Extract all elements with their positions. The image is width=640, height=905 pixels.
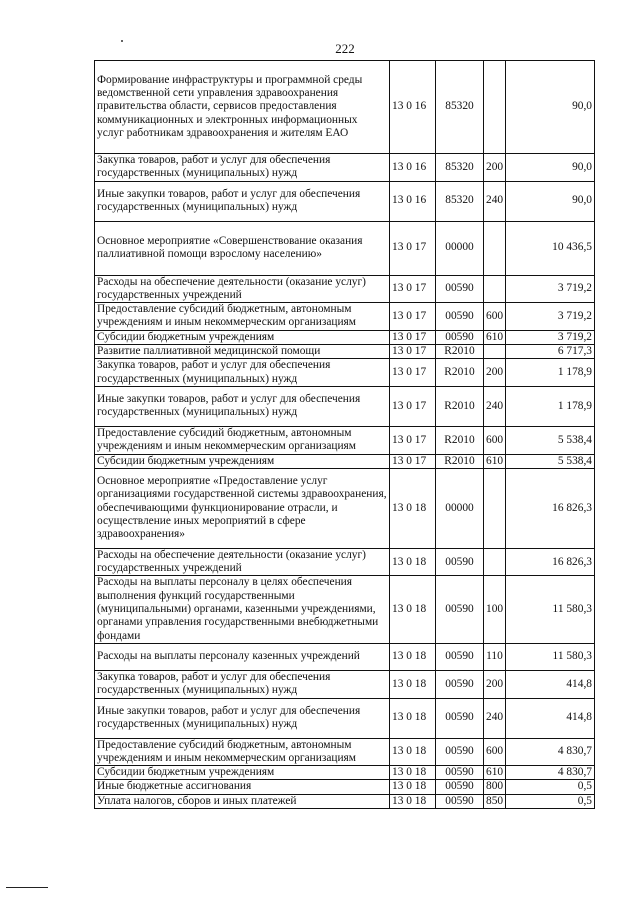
row-expense-type: 600 [484,303,506,331]
row-expense-type [484,221,506,275]
row-name: Расходы на выплаты персоналу казенных учреждений [95,643,390,670]
row-expense-type: 600 [484,738,506,766]
table-row [95,181,595,221]
row-amount: 6 717,3 [506,345,595,359]
row-program-code: 13 0 16 [390,61,436,154]
row-amount: 414,8 [506,698,595,738]
row-name: Закупка товаров, работ и услуг для обеспечения государственных (муниципальных) нужд [95,359,390,387]
row-direction-code: R2010 [436,345,484,359]
row-expense-type: 200 [484,154,506,182]
row-program-code: 13 0 18 [390,576,436,643]
table-row [95,548,595,576]
row-program-code: 13 0 17 [390,303,436,331]
row-amount: 414,8 [506,670,595,698]
row-amount: 16 826,3 [506,548,595,576]
row-expense-type: 800 [484,780,506,794]
row-amount: 90,0 [506,181,595,221]
row-name: Развитие паллиативной медицинской помощи [95,345,390,359]
row-amount: 1 178,9 [506,359,595,387]
row-program-code: 13 0 18 [390,670,436,698]
row-amount: 5 538,4 [506,426,595,454]
row-amount: 4 830,7 [506,738,595,766]
row-program-code: 13 0 18 [390,780,436,794]
row-program-code: 13 0 18 [390,548,436,576]
row-direction-code: 00000 [436,221,484,275]
row-program-code: 13 0 17 [390,345,436,359]
row-program-code: 13 0 17 [390,359,436,387]
row-program-code: 13 0 17 [390,275,436,303]
table-row [95,643,595,670]
row-expense-type: 240 [484,386,506,426]
table-row [95,275,595,303]
row-amount: 3 719,2 [506,275,595,303]
row-name: Иные бюджетные ассигнования [95,780,390,794]
table-row [95,738,595,766]
table-row [95,670,595,698]
row-name: Субсидии бюджетным учреждениям [95,766,390,780]
row-direction-code: 00590 [436,794,484,808]
row-direction-code: 00000 [436,468,484,548]
row-program-code: 13 0 18 [390,766,436,780]
row-name: Расходы на обеспечение деятельности (оказание услуг) государственных учреждений [95,275,390,303]
row-expense-type: 240 [484,181,506,221]
row-program-code: 13 0 16 [390,154,436,182]
row-name: Иные закупки товаров, работ и услуг для обеспечения государственных (муниципальных) нужд [95,386,390,426]
row-expense-type: 850 [484,794,506,808]
row-direction-code: 00590 [436,766,484,780]
row-direction-code: R2010 [436,386,484,426]
row-amount: 3 719,2 [506,330,595,344]
row-program-code: 13 0 18 [390,643,436,670]
row-direction-code: 00590 [436,303,484,331]
row-program-code: 13 0 17 [390,221,436,275]
row-program-code: 13 0 17 [390,454,436,468]
row-amount: 90,0 [506,61,595,154]
row-direction-code: 00590 [436,670,484,698]
row-program-code: 13 0 18 [390,698,436,738]
row-program-code: 13 0 17 [390,386,436,426]
row-amount: 16 826,3 [506,468,595,548]
table-row [95,780,595,794]
table-row [95,468,595,548]
page-number: 222 [335,41,355,56]
row-program-code: 13 0 18 [390,738,436,766]
row-direction-code: 00590 [436,643,484,670]
budget-table-body [95,61,595,809]
row-direction-code: R2010 [436,359,484,387]
table-row [95,221,595,275]
row-expense-type: 110 [484,643,506,670]
row-name: Расходы на обеспечение деятельности (оказание услуг) государственных учреждений [95,548,390,576]
table-row [95,345,595,359]
row-name: Иные закупки товаров, работ и услуг для обеспечения государственных (муниципальных) нужд [95,181,390,221]
table-row [95,359,595,387]
table-row [95,330,595,344]
row-expense-type: 610 [484,330,506,344]
row-expense-type: 600 [484,426,506,454]
row-expense-type [484,345,506,359]
table-row [95,303,595,331]
table-row [95,386,595,426]
row-expense-type: 200 [484,359,506,387]
table-row [95,698,595,738]
row-name: Иные закупки товаров, работ и услуг для обеспечения государственных (муниципальных) нужд [95,698,390,738]
table-row [95,766,595,780]
row-name: Формирование инфраструктуры и программной среды ведомственной сети управления здравоохранения правительства области, сервисов предоставления коммуникационных и электронных информационных услуг работникам здравоохранения и жителям ЕАО [95,61,390,154]
row-amount: 0,5 [506,794,595,808]
row-name: Субсидии бюджетным учреждениям [95,454,390,468]
row-amount: 3 719,2 [506,303,595,331]
row-name: Субсидии бюджетным учреждениям [95,330,390,344]
row-amount: 11 580,3 [506,576,595,643]
table-row [95,576,595,643]
row-program-code: 13 0 16 [390,181,436,221]
row-name: Предоставление субсидий бюджетным, автономным учреждениям и иным некоммерческим организациям [95,303,390,331]
row-expense-type [484,275,506,303]
row-program-code: 13 0 17 [390,426,436,454]
row-program-code: 13 0 17 [390,330,436,344]
row-program-code: 13 0 18 [390,794,436,808]
row-direction-code: 00590 [436,330,484,344]
row-amount: 10 436,5 [506,221,595,275]
table-row [95,61,595,154]
row-expense-type: 610 [484,766,506,780]
budget-table [94,60,595,809]
row-name: Предоставление субсидий бюджетным, автономным учреждениям и иным некоммерческим организациям [95,426,390,454]
row-direction-code: 00590 [436,698,484,738]
row-name: Предоставление субсидий бюджетным, автономным учреждениям и иным некоммерческим организациям [95,738,390,766]
table-row [95,794,595,808]
row-direction-code: 85320 [436,181,484,221]
row-expense-type: 200 [484,670,506,698]
row-name: Закупка товаров, работ и услуг для обеспечения государственных (муниципальных) нужд [95,670,390,698]
row-direction-code: 00590 [436,548,484,576]
table-row [95,154,595,182]
row-direction-code: R2010 [436,426,484,454]
row-name: Закупка товаров, работ и услуг для обеспечения государственных (муниципальных) нужд [95,154,390,182]
footer-rule [6,887,48,888]
row-expense-type [484,468,506,548]
row-name: Основное мероприятие «Предоставление услуг организациями государственной системы здравоохранения, обеспечивающими функционирование отрасли, и осуществление иных мероприятий в сфере здравоохранения» [95,468,390,548]
row-amount: 5 538,4 [506,454,595,468]
row-direction-code: R2010 [436,454,484,468]
row-expense-type: 100 [484,576,506,643]
row-amount: 0,5 [506,780,595,794]
row-direction-code: 85320 [436,61,484,154]
row-amount: 4 830,7 [506,766,595,780]
row-amount: 1 178,9 [506,386,595,426]
row-expense-type [484,548,506,576]
table-row [95,426,595,454]
row-direction-code: 00590 [436,738,484,766]
row-name: Расходы на выплаты персоналу в целях обеспечения выполнения функций государственными (муниципальными) органами, казенными учреждениями, органами управления государственными внебюджетными фондами [95,576,390,643]
row-expense-type [484,61,506,154]
row-expense-type: 240 [484,698,506,738]
table-row [95,454,595,468]
row-amount: 90,0 [506,154,595,182]
row-direction-code: 00590 [436,275,484,303]
row-name: Основное мероприятие «Совершенствование оказания паллиативной помощи взрослому населению» [95,221,390,275]
row-program-code: 13 0 18 [390,468,436,548]
row-direction-code: 85320 [436,154,484,182]
row-amount: 11 580,3 [506,643,595,670]
row-expense-type: 610 [484,454,506,468]
row-direction-code: 00590 [436,576,484,643]
row-name: Уплата налогов, сборов и иных платежей [95,794,390,808]
row-direction-code: 00590 [436,780,484,794]
